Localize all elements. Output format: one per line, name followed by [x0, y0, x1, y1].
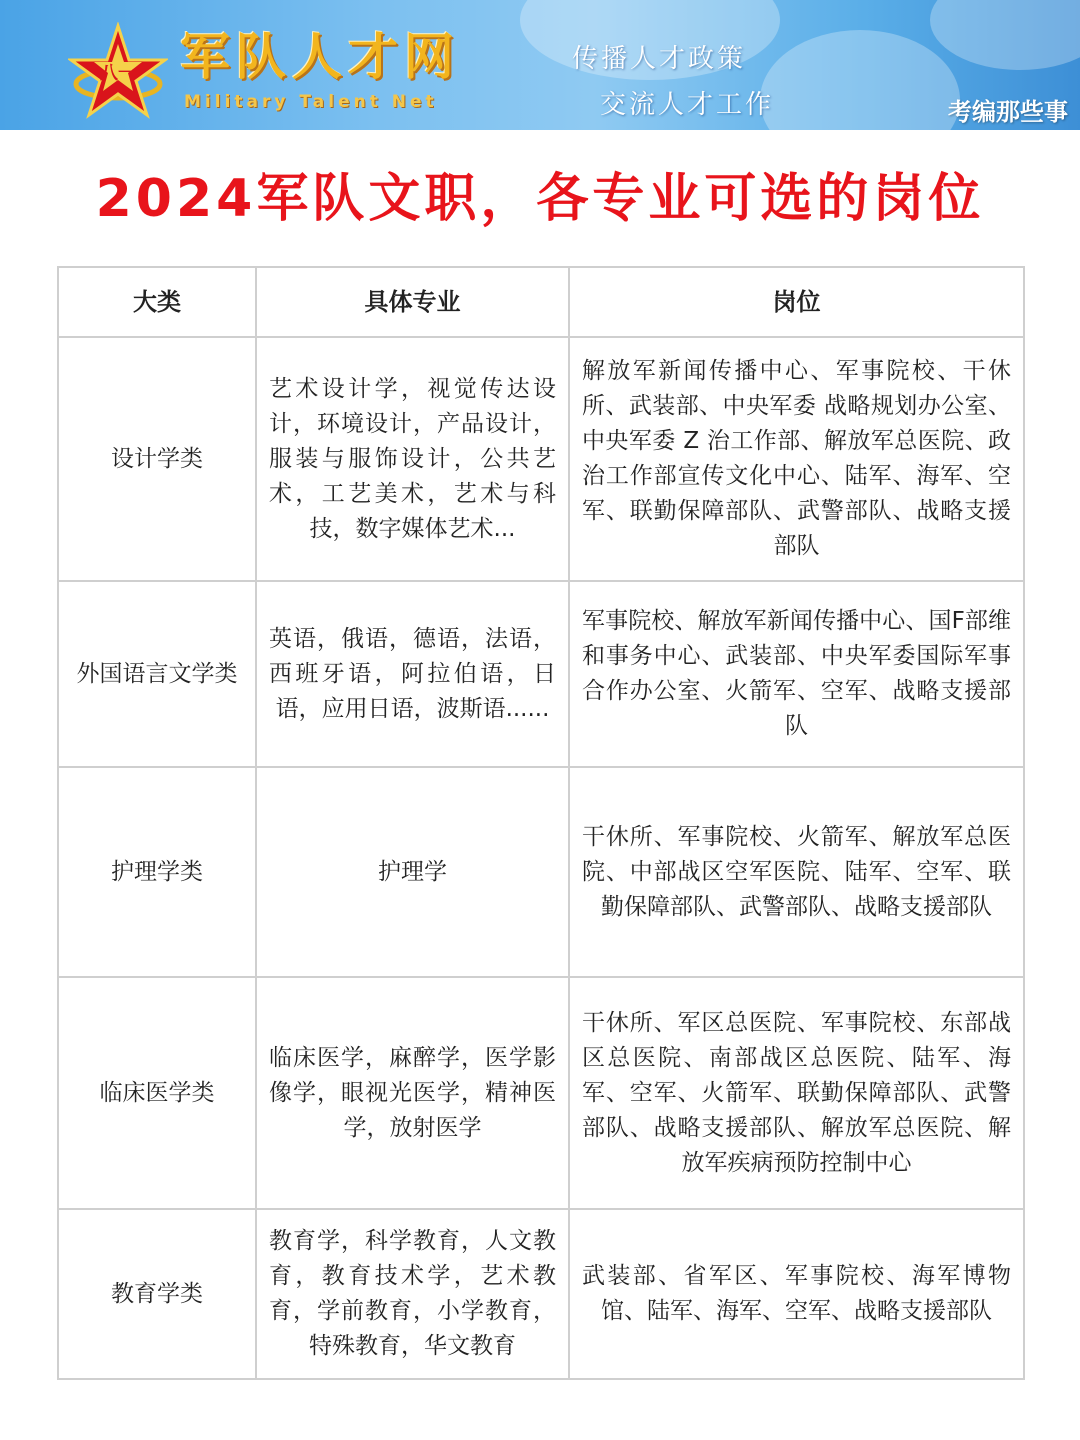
posts-cell: 军事院校、解放军新闻传播中心、国F部维和事务中心、武装部、中央军委国际军事合作办公室、火箭军、空军、战略支援部队 [569, 581, 1024, 767]
slogan-line-1: 传播人才政策 [572, 44, 747, 74]
table-row [58, 337, 1024, 581]
table-row [58, 977, 1024, 1209]
site-banner [0, 0, 1080, 130]
svg-text:八一: 八一 [100, 63, 136, 84]
table-row [58, 1209, 1024, 1379]
header-majors: 具体专业 [256, 267, 569, 337]
majors-cell: 临床医学，麻醉学，医学影像学，眼视光医学，精神医学，放射医学 [256, 977, 569, 1209]
table-header-row [58, 267, 1024, 337]
banner-cloud [930, 0, 1080, 70]
header-posts: 岗位 [569, 267, 1024, 337]
table-row [58, 581, 1024, 767]
slogan-line-2: 交流人才工作 [600, 90, 775, 120]
posts-cell: 武装部、省军区、军事院校、海军博物馆、陆军、海军、空军、战略支援部队 [569, 1209, 1024, 1379]
positions-table [57, 266, 1025, 1380]
category-cell: 临床医学类 [58, 977, 256, 1209]
majors-cell: 艺术设计学，视觉传达设计，环境设计，产品设计，服装与服饰设计，公共艺术，工艺美术，艺术与科技，数字媒体艺术... [256, 337, 569, 581]
site-title: 军队人才网 [180, 28, 460, 86]
account-watermark: 考编那些事 [948, 98, 1068, 126]
posts-cell: 干休所、军事院校、火箭军、解放军总医院、中部战区空军医院、陆军、空军、联勤保障部队、武警部队、战略支援部队 [569, 767, 1024, 977]
majors-cell: 教育学，科学教育，人文教育，教育技术学，艺术教育，学前教育，小学教育，特殊教育，华文教育 [256, 1209, 569, 1379]
category-cell: 设计学类 [58, 337, 256, 581]
page-headline: 2024军队文职，各专业可选的岗位 [95, 169, 985, 229]
category-cell: 教育学类 [58, 1209, 256, 1379]
army-star-logo-icon [68, 22, 168, 122]
site-subtitle: Military Talent Net [184, 92, 438, 112]
category-cell: 外国语言文学类 [58, 581, 256, 767]
posts-cell: 解放军新闻传播中心、军事院校、干休所、武装部、中央军委 战略规划办公室、中央军委 Z 治工作部、解放军总医院、政治工作部宣传文化中心、陆军、海军、空军、联勤保障部队、武警部队、战略支援部队 [569, 337, 1024, 581]
category-cell: 护理学类 [58, 767, 256, 977]
posts-cell: 干休所、军区总医院、军事院校、东部战区总医院、南部战区总医院、陆军、海军、空军、火箭军、联勤保障部队、武警部队、战略支援部队、解放军总医院、解放军疾病预防控制中心 [569, 977, 1024, 1209]
banner-cloud [760, 30, 960, 130]
majors-cell: 英语，俄语，德语，法语，西班牙语，阿拉伯语，日语，应用日语，波斯语...... [256, 581, 569, 767]
majors-cell: 护理学 [256, 767, 569, 977]
header-category: 大类 [58, 267, 256, 337]
table-row [58, 767, 1024, 977]
